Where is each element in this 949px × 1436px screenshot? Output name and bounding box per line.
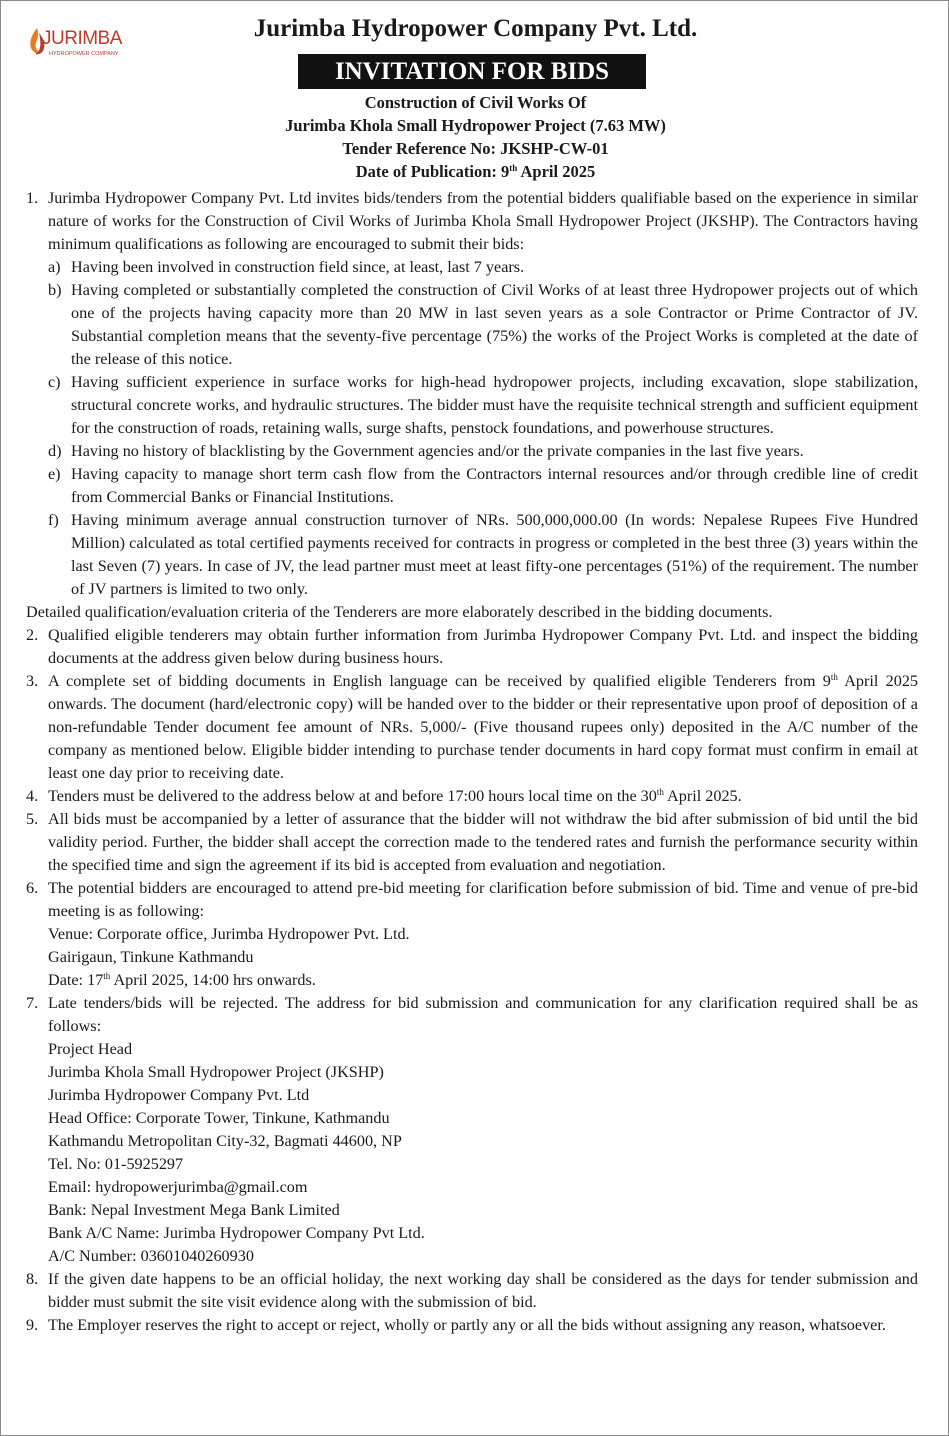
clause-3: 3. A complete set of bidding documents in English language can be received by qualified eligible Tenderers from 9th April 2025 onwards. The document (hard/electronic copy) will be handed over to the bidder or their representative upon proof of deposition of a non-refundable Tender document fee amount of NRs. 5,000/- (Five thousand rupees only) deposited in the A/C number of the company as mentioned below. Eligible bidder intending to purchase tender documents in hard copy format must confirm in email at least one day prior to receiving date. [26,672,919,782]
prebid-venue: Venue: Corporate office, Jurimba Hydropower Pvt. Ltd. [48,925,410,943]
account-number: A/C Number: 03601040260930 [48,1247,254,1265]
email: Email: hydropowerjurimba@gmail.com [48,1178,308,1196]
address-line: Project Head [48,1040,133,1058]
clause-8: 8. If the given date happens to be an official holiday, the next working day shall be considered as the days for tender submission and bidder must submit the site visit evidence along with the submission of bid. [26,1270,918,1311]
criterion-a: a) Having been involved in construction field since, at least, last 7 years. [48,258,525,276]
logo-subtext: HYDROPOWER COMPANY [49,51,119,57]
detailed-criteria-note: Detailed qualification/evaluation criteria of the Tenderers are more elaborately described in the bidding documents. [26,603,773,621]
project-subtitle: Construction of Civil Works Of [364,93,587,112]
publication-date: Date of Publication: 9th April 2025 [355,162,596,181]
prebid-date: Date: 17th April 2025, 14:00 hrs onwards. [48,971,316,989]
prebid-venue-address: Gairigaun, Tinkune Kathmandu [48,948,254,966]
clause-1: 1. Jurimba Hydropower Company Pvt. Ltd invites bids/tenders from the potential bidders qualifiable based on the experience in similar nature of works for the Construction of Civil Works of Jurimba Khola Small Hydropower Project (JKSHP). The Contractors having minimum qualifications as following are encouraged to submit their bids: [26,189,918,253]
tender-reference: Tender Reference No: JKSHP-CW-01 [342,139,609,158]
telephone: Tel. No: 01-5925297 [48,1155,184,1173]
clause-7: 7. Late tenders/bids will be rejected. The address for bid submission and communication for any clarification required shall be as follows: [26,994,918,1035]
address-line: Kathmandu Metropolitan City-32, Bagmati 44600, NP [48,1132,402,1150]
company-name: Jurimba Hydropower Company Pvt. Ltd. [253,15,698,42]
criterion-e: e) Having capacity to manage short term cash flow from the Contractors internal resources and/or through credible line of credit from Commercial Banks or Financial Institutions. [48,465,918,506]
clause-4: 4. Tenders must be delivered to the address below at and before 17:00 hours local time on the 30th April 2025. [26,787,742,805]
clause-6: 6. The potential bidders are encouraged to attend pre-bid meeting for clarification before submission of bid. Time and venue of pre-bid meeting is as following: [26,879,918,920]
address-line: Jurimba Khola Small Hydropower Project (JKSHP) [48,1063,384,1081]
criterion-d: d) Having no history of blacklisting by the Government agencies and/or the private companies in the last five years. [48,442,804,460]
criterion-b: b) Having completed or substantially completed the construction of Civil Works of at least three Hydropower projects out of which one of the projects having capacity more than 20 MW in last seven years as a sole Contractor or Prime Contractor of JV. Substantial completion means that the seventy-five percentage (75%) the works of the Project Works is completed at the date of the release of this notice. [48,281,918,368]
criterion-f: f) Having minimum average annual construction turnover of NRs. 500,000,000.00 (In words: Nepalese Rupees Five Hundred Million) calculated as total certified payments received for contracts in progress or completed in the best three (3) years within the last Seven (7) years. In case of JV, the lead partner must meet at least fifty-one percentages (51%) of the requirement. The number of JV partners is limited to two only. [48,511,918,598]
notice-banner: INVITATION FOR BIDS [298,54,646,89]
address-line: Head Office: Corporate Tower, Tinkune, Kathmandu [48,1109,390,1127]
criterion-c: c) Having sufficient experience in surface works for high-head hydropower projects, including excavation, slope stabilization, structural concrete works, and hydraulic structures. The bidder must have the requisite technical strength and sufficient equipment for the construction of roads, retaining walls, surge shafts, penstock foundations, and powerhouse structures. [48,373,918,437]
bank-account-name: Bank A/C Name: Jurimba Hydropower Company Pvt Ltd. [48,1224,425,1242]
project-name: Jurimba Khola Small Hydropower Project (7.63 MW) [285,116,666,135]
clause-2: 2. Qualified eligible tenderers may obtain further information from Jurimba Hydropower Company Pvt. Ltd. and inspect the bidding documents at the address given below during business hours. [26,626,918,667]
logo-text: JURIMBA [42,28,122,49]
bank-name: Bank: Nepal Investment Mega Bank Limited [48,1201,340,1219]
clause-5: 5. All bids must be accompanied by a letter of assurance that the bidder will not withdraw the bid after submission of bid until the bid validity period. Further, the bidder shall accept the correction made to the tendered rates and furnish the performance security within the specified time and sign the agreement if its bid is accepted from evaluation and negotiation. [26,810,918,874]
notice-body [26,187,918,1337]
clause-9: 9. The Employer reserves the right to accept or reject, wholly or partly any or all the bids without assigning any reason, whatsoever. [26,1316,886,1334]
address-line: Jurimba Hydropower Company Pvt. Ltd [48,1086,310,1104]
